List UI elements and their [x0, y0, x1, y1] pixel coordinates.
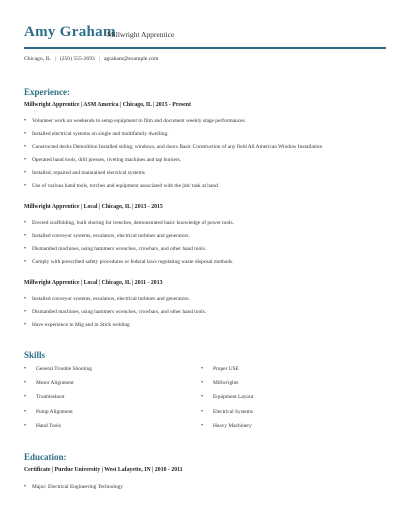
bullet-icon: •: [24, 118, 27, 124]
bullet-icon: •: [24, 170, 27, 176]
bullet-icon: •: [24, 408, 27, 415]
bullet-icon: •: [24, 309, 27, 315]
bullet-icon: •: [24, 183, 27, 189]
job-bullets: [24, 118, 384, 196]
skills-list-right: [201, 366, 253, 437]
list-item: • Motor Alignment: [24, 380, 74, 387]
job-bullets: [24, 220, 384, 272]
contact-phone: (250) 555-2693: [59, 56, 95, 62]
job-bullets: [24, 296, 384, 335]
bullet-icon: •: [24, 157, 27, 163]
bullet-icon: •: [201, 394, 204, 401]
bullet-icon: •: [24, 131, 27, 137]
list-item: • Operated hand tools, drill presses, riveting machines and tap burners.: [24, 157, 182, 163]
bullet-icon: •: [24, 246, 27, 252]
contact-line: [24, 56, 158, 62]
list-item: • Installed conveyor systems, escalators, electrical turbines and generators.: [24, 233, 190, 239]
bullet-icon: •: [24, 233, 27, 239]
job-header: Millwright Apprentice | ASM America | Chicago, IL | 2015 - Present: [24, 102, 191, 108]
bullet-icon: •: [201, 380, 204, 387]
list-item: • Installed electrical systems on single and multifamily dwelling.: [24, 131, 169, 137]
list-item: • Pump Alignment: [24, 408, 73, 415]
skills-list-left: [24, 366, 92, 437]
bullet-icon: •: [24, 220, 27, 226]
candidate-name: Amy Graham: [24, 24, 116, 40]
bullet-icon: •: [24, 422, 27, 429]
list-item: • Volunteer work on weekends to setup equipment to film and document weekly stage performances.: [24, 118, 246, 124]
list-item: • Hand Tools: [24, 422, 61, 429]
bullet-icon: •: [24, 394, 27, 401]
skills-heading: Skills: [24, 350, 46, 360]
list-item: • Electrical Systems: [201, 408, 253, 415]
list-item: • Installed, repaired and maintained electrical systems: [24, 170, 145, 176]
job-header: Millwright Apprentice | Local | Chicago, IL | 2011 - 2013: [24, 280, 163, 286]
list-item: • Millwrights: [201, 380, 239, 387]
bullet-icon: •: [24, 366, 27, 372]
list-item: • Heavy Machinery: [201, 422, 252, 429]
education-heading: Education:: [24, 452, 67, 462]
bullet-icon: •: [24, 380, 27, 387]
contact-separator: |: [54, 56, 56, 62]
list-item: • Dismantled machines, using hammers wrenches, crowbars, and other hand tools.: [24, 246, 207, 252]
education-bullets: [24, 484, 384, 497]
header-divider: [24, 47, 386, 49]
bullet-icon: •: [24, 296, 27, 302]
job-header: Millwright Apprentice | Local | Chicago, IL | 2013 - 2015: [24, 204, 163, 210]
list-item: • Comply with prescribed safety procedures or federal laws regulating waste disposal methods.: [24, 259, 234, 265]
list-item: • Erected scaffolding, built shoring for trenches, demonstrated basic knowledge of power tools.: [24, 220, 234, 226]
bullet-icon: •: [201, 408, 204, 415]
list-item: • General Trouble Shooting: [24, 366, 93, 372]
bullet-icon: •: [24, 484, 27, 490]
experience-heading: Experience:: [24, 87, 70, 97]
list-item: • Proper USE: [201, 366, 239, 372]
bullet-icon: •: [24, 322, 27, 328]
list-item: • Use of various hand tools, torches and equipment associated with the job/ task at hand.: [24, 183, 220, 189]
list-item: • Installed conveyor systems, escalators, electrical turbines and generators.: [24, 296, 190, 302]
list-item: • Equipment Layout: [201, 394, 254, 401]
list-item: • Troubleshoot: [24, 394, 65, 401]
education-entry: Certificate | Purdue University | West Lafayette, IN | 2010 - 2011: [24, 467, 183, 473]
bullet-icon: •: [201, 366, 204, 372]
contact-email[interactable]: agraham@example.com: [103, 56, 159, 62]
contact-separator: |: [98, 56, 100, 62]
list-item: • Constructed decks Demolition Installed siding, windows, and doors Basic Construction of any field All American Window Installation: [24, 144, 323, 150]
bullet-icon: •: [24, 259, 27, 265]
contact-city: Chicago, IL: [24, 56, 51, 62]
list-item: • Dismantled machines, using hammers wrenches, crowbars, and other hand tools.: [24, 309, 207, 315]
bullet-icon: •: [24, 144, 27, 150]
bullet-icon: •: [201, 422, 204, 429]
list-item: • Major: Electrical Engineering Technology: [24, 484, 123, 490]
candidate-title: Millwright Apprentice: [107, 30, 175, 39]
list-item: • Have experience in Mig and in Stick welding: [24, 322, 130, 328]
